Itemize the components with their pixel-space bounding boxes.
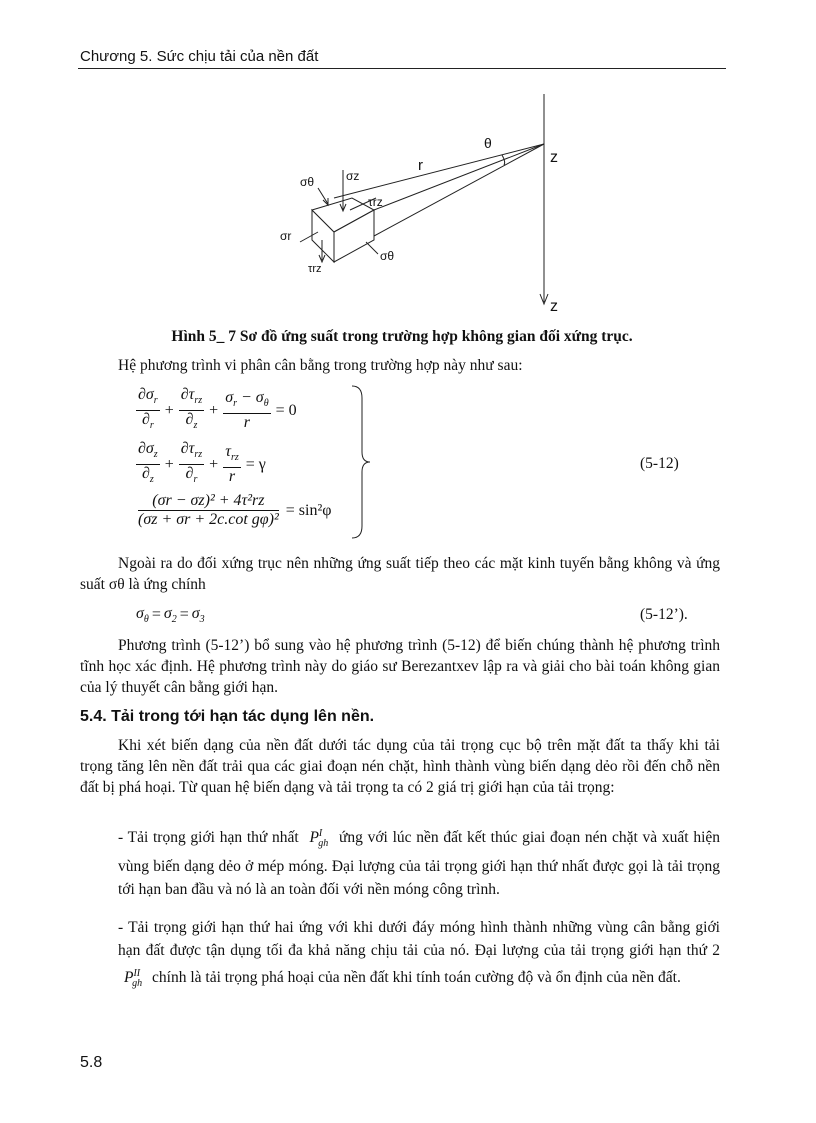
list-item-1 — [118, 822, 720, 901]
eq1-rhs: = 0 — [275, 401, 297, 419]
section-title: 5.4. Tải trong tới hạn tác dụng lên nền. — [80, 708, 375, 725]
equation-1: $\frac{\partial\sigma_r}{\partial_r}$ + $\frac{\partial\tau_{rz}}{\partial_z}$ + $\frac{\sigma_r - \sigma_\theta}{r}$ = 0 — [138, 386, 297, 432]
equation-number-5-12: (5-12) — [640, 455, 679, 472]
label-r: r — [418, 157, 423, 174]
running-header: Chương 5. Sức chịu tải của nền đất — [80, 48, 319, 65]
label-tau-rz-top: τrz — [368, 195, 383, 209]
list-item-2 — [118, 916, 720, 995]
header-rule — [78, 68, 726, 69]
equation-number-5-12-prime: (5-12’). — [640, 606, 688, 623]
paragraph-1: Ngoài ra do đối xứng trục nên những ứng suất tiếp theo các mặt kinh tuyến bằng không và ứng suất σθ là ứng chính — [80, 555, 720, 593]
label-sigma-r: σr — [280, 229, 292, 243]
label-z-bottom: z — [550, 298, 558, 314]
item2-lead: - Tải trọng giới hạn thứ hai ứng với khi dưới đáy móng hình thành những vùng cân bằng giới hạn đất được tận dụng tối đa khả năng chịu tải của nó. Đại lượng của tải trọng giới hạn thứ 2 — [118, 919, 720, 959]
figure-caption: Hình 5_ 7 Sơ đồ ứng suất trong trường hợp không gian đối xứng trục. — [171, 328, 633, 345]
label-theta: θ — [484, 135, 492, 151]
system-brace — [350, 384, 374, 540]
radius-line-mid — [374, 144, 544, 210]
paragraph-3: Khi xét biến dạng của nền đất dưới tác dụng của tải trọng cục bộ trên mặt đất ta thấy khi tải trọng tăng lên nền đất trải qua các giai đoạn nén chặt, hình thành vùng biến dạng dẻo rồi đến chỗ nền đất bị phá hoại. Từ quan hệ biến dạng và tải trọng ta có 2 giá trị giới hạn của tải trọng: — [80, 737, 720, 796]
sigma-theta-top-arrow — [318, 188, 328, 204]
stress-diagram — [270, 92, 590, 314]
radius-line-lower — [374, 144, 544, 236]
item1-lead: - Tải trọng giới hạn thứ nhất — [118, 829, 299, 847]
sigma-theta-bottom-arrow — [366, 242, 378, 254]
label-tau-rz-bottom: τrz — [308, 263, 322, 275]
equation-sigma-theta: $\sigma_\theta$ = $\sigma_2$ = $\sigma_3$ — [136, 605, 205, 626]
radius-line-upper — [334, 144, 544, 198]
p-gh-1-symbol: $P^I_{gh}$ — [309, 828, 329, 850]
equation-3 — [134, 492, 335, 529]
p-gh-2-symbol: $P^{II}_{gh}$ — [124, 968, 143, 990]
item2-rest: chính là tải trọng phá hoại của nền đất khi tính toán cường độ và ổn định của nền đất. — [152, 969, 681, 987]
paragraph-2: Phương trình (5-12’) bổ sung vào hệ phương trình (5-12) để biến chúng thành hệ phương trình tĩnh học xác định. Hệ phương trình này do giáo sư Berezantxev lập ra và giải cho bài toán không gian của lý thuyết cân bằng giới hạn. — [80, 637, 720, 696]
page-number: 5.8 — [80, 1054, 103, 1071]
eq3-numerator: (σr − σz)² + 4τ²rz — [138, 492, 278, 511]
label-sigma-theta-bottom: σθ — [380, 249, 395, 263]
item1-rest: ứng với lúc nền đất kết thúc giai đoạn nén chặt và xuất hiện vùng biến dạng dẻo ở mép móng. Đại lượng của tải trọng giới hạn thứ nhất được gọi là tải trọng tới hạn ban đầu và nó là an toàn đối với nền móng công trình. — [118, 829, 721, 899]
label-sigma-theta-top: σθ — [300, 175, 315, 189]
intro-line: Hệ phương trình vi phân cân bằng trong trường hợp này như sau: — [118, 357, 523, 374]
equation-2: $\frac{\partial\sigma_z}{\partial_z}$ + $\frac{\partial\tau_{rz}}{\partial_r}$ + $\frac{\tau_{rz}}{r}$ = γ — [138, 440, 266, 486]
eq3-rhs: = sin²φ — [285, 501, 332, 519]
eq2-rhs: = γ — [245, 455, 266, 473]
label-z-top: z — [550, 149, 558, 166]
eq3-denominator: (σz + σr + 2c.cot gφ)² — [138, 511, 279, 528]
label-sigma-z: σz — [346, 169, 360, 183]
